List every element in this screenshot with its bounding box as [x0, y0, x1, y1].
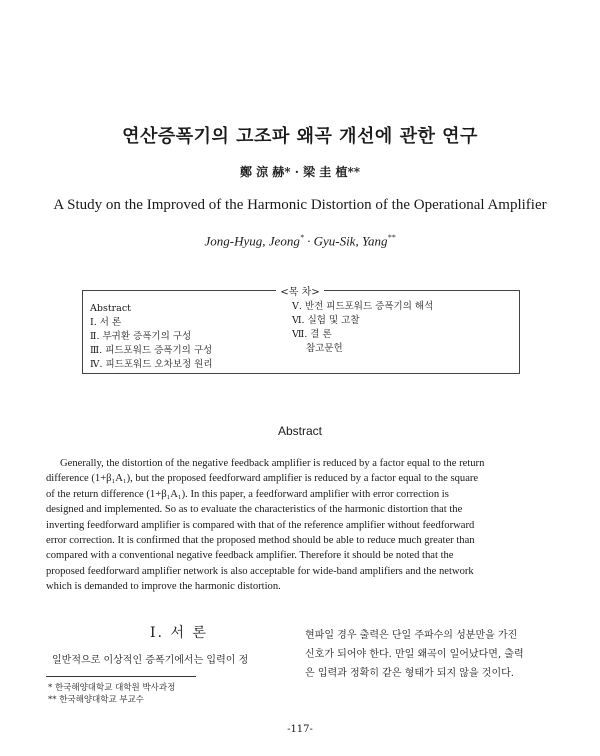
- toc-item: Ⅲ. 피드포워드 증폭기의 구성: [90, 345, 213, 356]
- abstract-line: inverting feedforward amplifier is compared with that of the reference amplifier without feedforward: [46, 519, 475, 531]
- toc-item: Abstract: [90, 303, 131, 314]
- author-1-name: Jong-Hyug, Jeong: [204, 233, 300, 249]
- toc-item: 참고문헌: [306, 343, 343, 354]
- author-1-mark: *: [299, 233, 304, 242]
- toc-title: <목 차>: [0, 283, 600, 298]
- footnote: ** 한국해양대학교 부교수: [48, 695, 145, 705]
- author-separator: ·: [303, 233, 314, 249]
- abstract-line: proposed feedforward amplifier network is also acceptable for wide-band amplifiers and the network: [46, 565, 474, 577]
- toc-item: Ⅵ. 실험 및 고찰: [292, 315, 360, 326]
- authors-english: [0, 233, 600, 249]
- abstract-line: compared with a conventional negative feedback amplifier. Therefore it should be noted that the: [46, 550, 454, 562]
- author-2-mark: **: [387, 233, 396, 242]
- body-line: 현파일 경우 출력은 단일 주파수의 성분만을 가진: [305, 630, 518, 641]
- author-2-name: Gyu-Sik, Yang: [313, 233, 388, 249]
- toc-item: Ⅰ. 서 론: [90, 317, 122, 328]
- abstract-body: [46, 456, 556, 595]
- abstract-line: which is demanded to improve the harmonic distortion.: [46, 581, 281, 593]
- abstract-line: difference (1+β₁A₁), but the proposed feedforward amplifier is reduced by a factor equal to the square: [46, 473, 479, 485]
- toc-right-column: [292, 300, 433, 356]
- paper-title-korean: 연산증폭기의 고조파 왜곡 개선에 관한 연구: [122, 126, 478, 147]
- footnotes: [48, 682, 175, 706]
- authors-hanja: 鄭 涼 赫* · 梁 圭 植**: [239, 165, 361, 179]
- paper-title-english: A Study on the Improved of the Harmonic Distortion of the Operational Amplifier: [53, 197, 547, 213]
- body-line: 은 입력과 정확히 같은 형태가 되지 않을 것이다.: [305, 668, 514, 679]
- abstract-line: of the return difference (1+β₁A₁). In this paper, a feedforward amplifier with error correction is: [46, 488, 449, 500]
- footnote-divider: [46, 676, 196, 677]
- abstract-heading: Abstract: [277, 424, 322, 438]
- toc-item: Ⅱ. 부귀환 증폭기의 구성: [90, 331, 192, 342]
- abstract-line: designed and implemented. So as to evaluate the characteristics of the harmonic distortion that the: [46, 504, 463, 516]
- body-line: 신호가 되어야 한다. 만일 왜곡이 일어났다면, 출력: [305, 649, 524, 660]
- section-heading-introduction: Ⅰ. 서 론: [150, 625, 208, 641]
- intro-text-right: [305, 626, 555, 683]
- intro-text-left: 일반적으로 이상적인 증폭기에서는 입력이 정: [52, 655, 249, 666]
- toc-item: Ⅳ. 피드포워드 오차보정 원리: [90, 359, 213, 370]
- toc-item: Ⅶ. 결 론: [292, 329, 332, 340]
- toc-left-column: [90, 302, 213, 372]
- toc-item: Ⅴ. 반전 피드포워드 증폭기의 해석: [292, 301, 434, 312]
- abstract-line: Generally, the distortion of the negative feedback amplifier is reduced by a factor equal to the return: [60, 458, 485, 469]
- page-number: -117-: [287, 724, 313, 735]
- footnote: * 한국해양대학교 대학원 박사과정: [48, 683, 176, 693]
- abstract-line: error correction. It is confirmed that the proposed method should be able to reduce much greater than: [46, 535, 475, 547]
